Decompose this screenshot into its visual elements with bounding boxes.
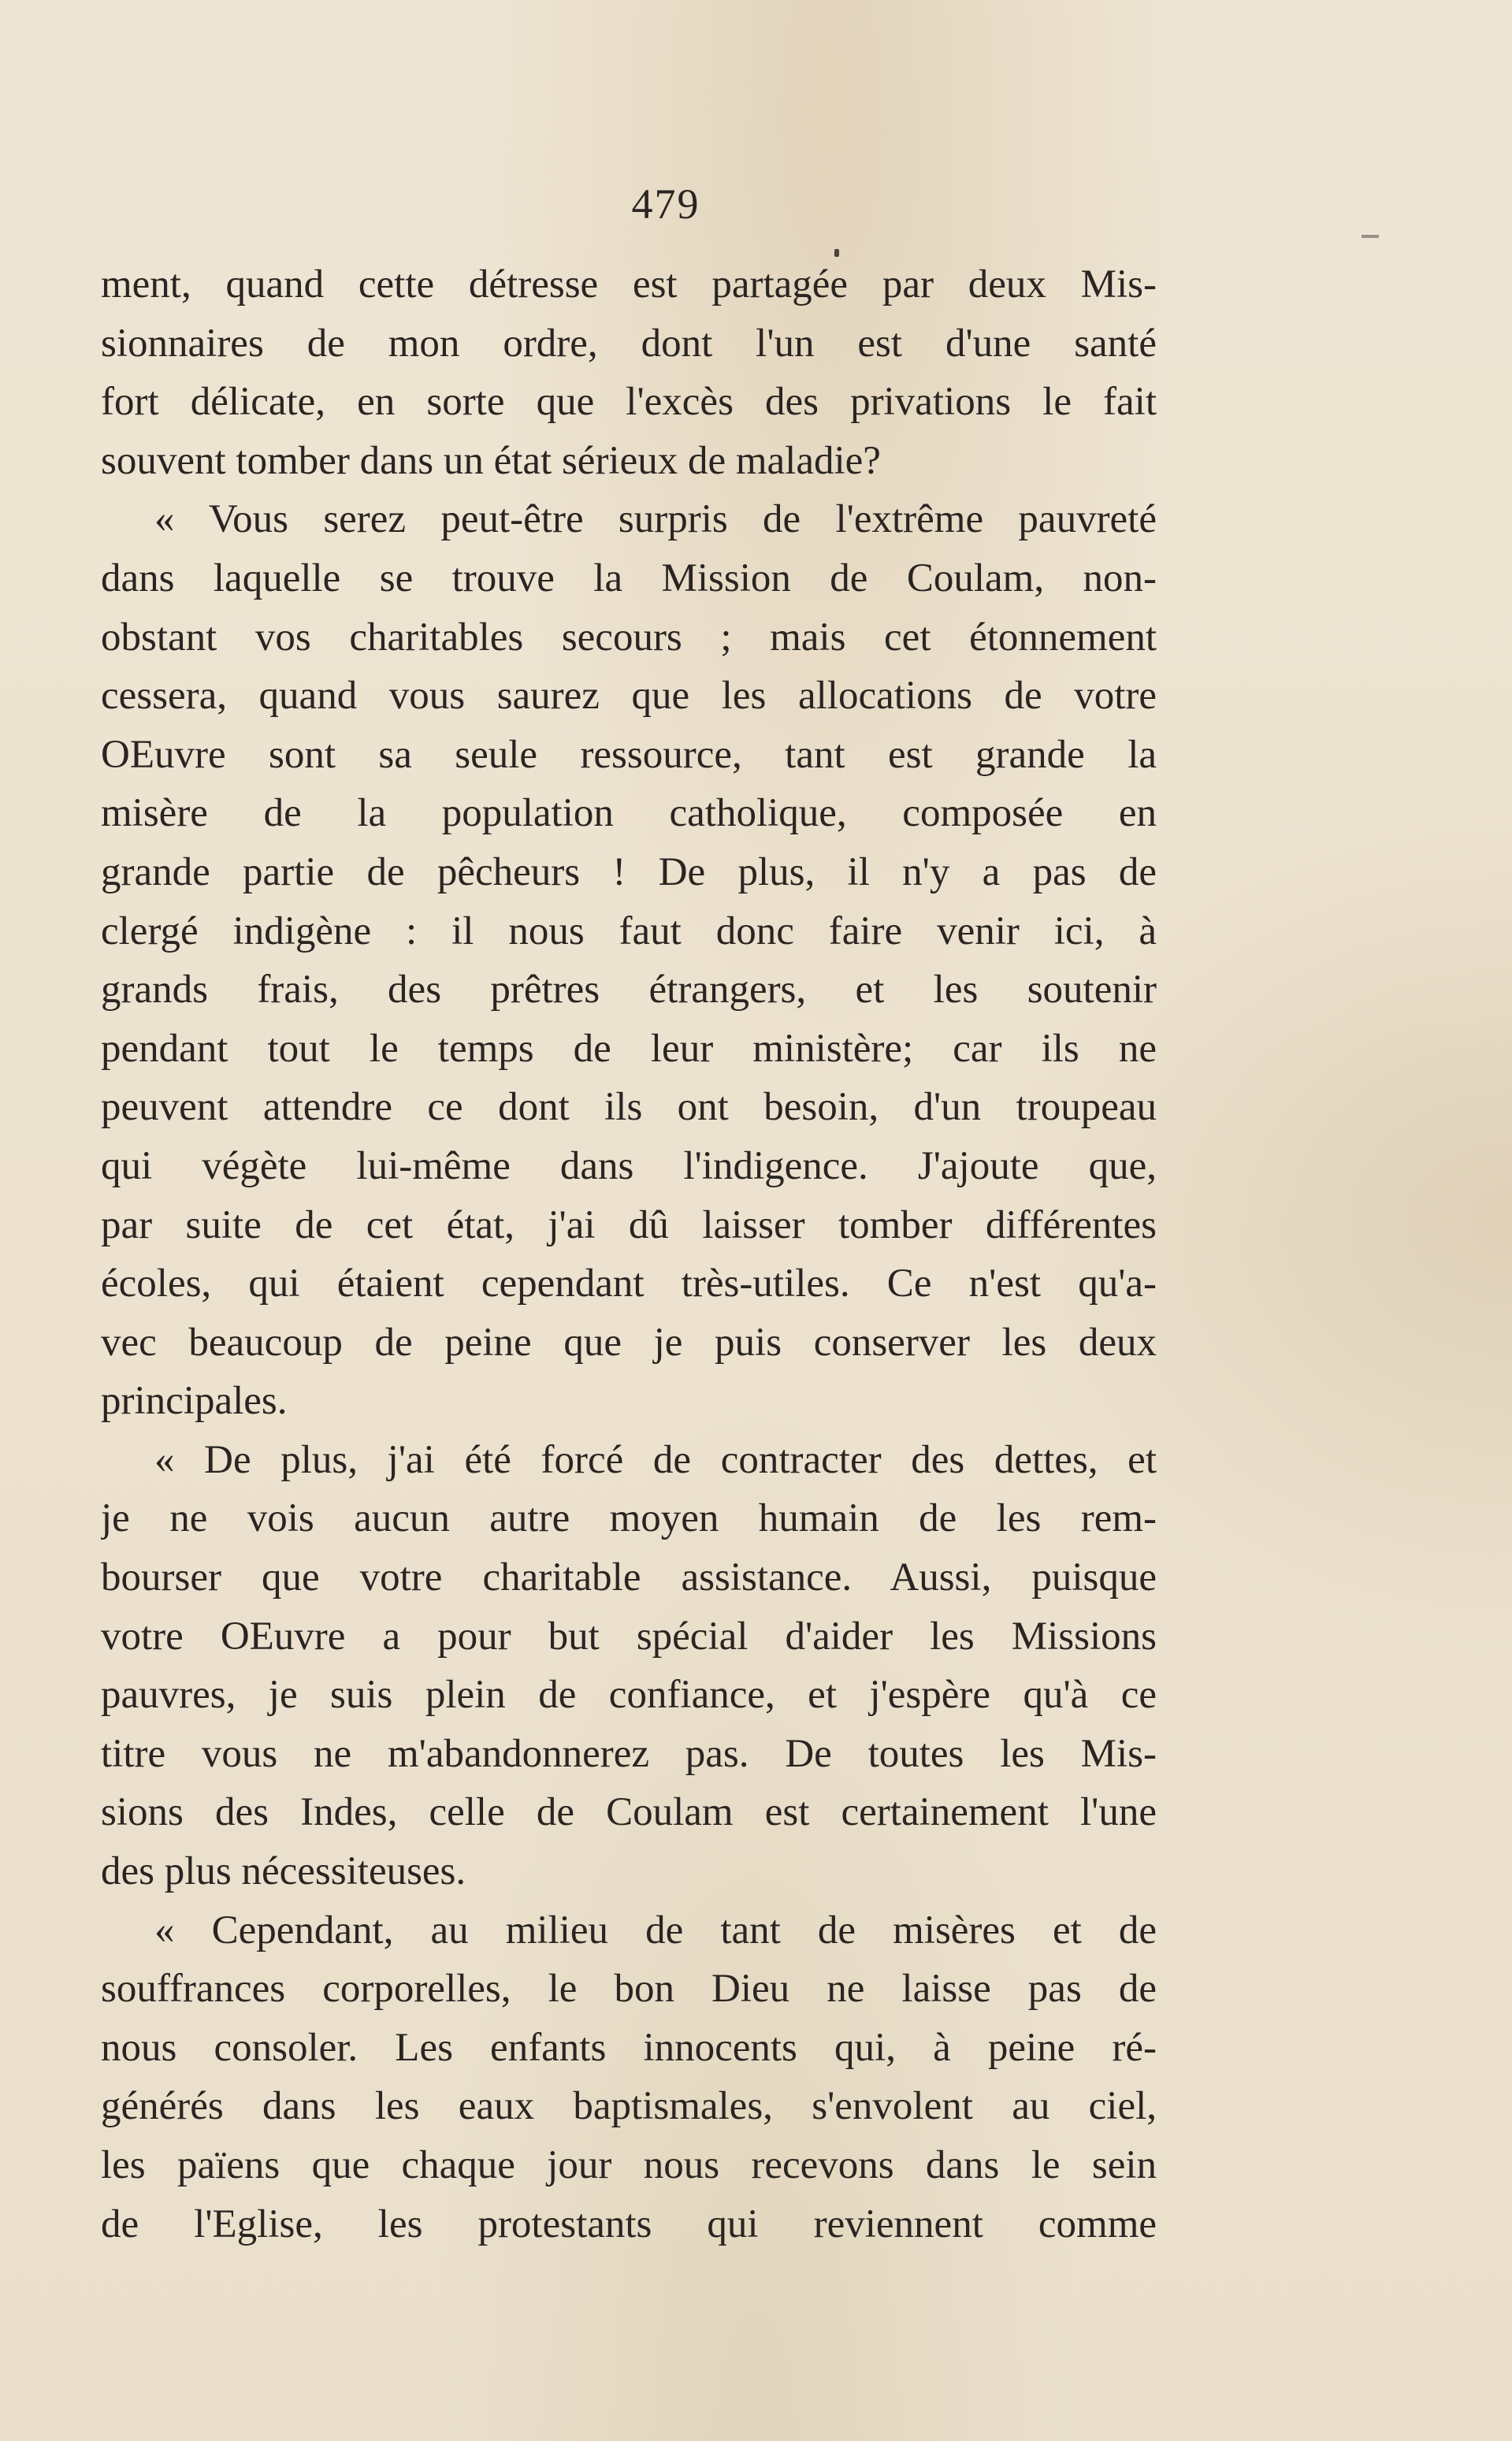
- text-line: générés dans les eaux baptismales, s'envolent au ciel,: [101, 2084, 1157, 2129]
- text-line: souvent tomber dans un état sérieux de maladie?: [101, 438, 881, 483]
- text-line: pauvres, je suis plein de confiance, et j'espère qu'à ce: [101, 1673, 1157, 1718]
- text-line: souffrances corporelles, le bon Dieu ne laisse pas de: [101, 1967, 1157, 2012]
- text-line: titre vous ne m'abandonnerez pas. De toutes les Mis-: [101, 1731, 1157, 1776]
- text-line: ment, quand cette détresse est partagée par deux Mis-: [101, 262, 1157, 307]
- text-line: nous consoler. Les enfants innocents qui, à peine ré-: [101, 2025, 1157, 2070]
- text-line: fort délicate, en sorte que l'excès des privations le fait: [101, 380, 1157, 425]
- text-line: misère de la population catholique, composée en: [101, 791, 1157, 836]
- text-line: peuvent attendre ce dont ils ont besoin, d'un troupeau: [101, 1085, 1157, 1130]
- text-line: pendant tout le temps de leur ministère; car ils ne: [101, 1026, 1157, 1071]
- text-line: écoles, qui étaient cependant très-utiles. Ce n'est qu'a-: [101, 1261, 1157, 1306]
- text-line: OEuvre sont sa seule ressource, tant est grande la: [101, 732, 1157, 777]
- body-text: [101, 255, 1157, 2253]
- text-line: cessera, quand vous saurez que les allocations de votre: [101, 674, 1157, 719]
- text-line: « Cependant, au milieu de tant de misères et de: [154, 1908, 1157, 1952]
- text-line: « De plus, j'ai été forcé de contracter des dettes, et: [154, 1437, 1157, 1482]
- text-line: obstant vos charitables secours ; mais cet étonnement: [101, 615, 1157, 659]
- text-line: vec beaucoup de peine que je puis conserver les deux: [101, 1320, 1157, 1365]
- margin-mark: [1362, 235, 1379, 238]
- text-line: je ne vois aucun autre moyen humain de les rem-: [101, 1496, 1157, 1541]
- text-line: « Vous serez peut-être surpris de l'extrême pauvreté: [154, 497, 1157, 542]
- text-line: sions des Indes, celle de Coulam est certainement l'une: [101, 1790, 1157, 1835]
- text-line: qui végète lui-même dans l'indigence. J'ajoute que,: [101, 1143, 1157, 1188]
- text-line: grands frais, des prêtres étrangers, et les soutenir: [101, 968, 1157, 1012]
- text-line: votre OEuvre a pour but spécial d'aider les Missions: [101, 1614, 1157, 1659]
- page-number: 479: [631, 180, 700, 228]
- text-line: clergé indigène : il nous faut donc faire venir ici, à: [101, 908, 1157, 953]
- text-line: des plus nécessiteuses.: [101, 1849, 466, 1894]
- text-line: sionnaires de mon ordre, dont l'un est d'une santé: [101, 321, 1157, 366]
- text-line: les païens que chaque jour nous recevons dans le sein: [101, 2143, 1157, 2187]
- text-line: dans laquelle se trouve la Mission de Coulam, non-: [101, 555, 1157, 600]
- text-line: par suite de cet état, j'ai dû laisser tomber différentes: [101, 1202, 1157, 1247]
- text-line: bourser que votre charitable assistance. Aussi, puisque: [101, 1555, 1157, 1600]
- text-line: de l'Eglise, les protestants qui reviennent comme: [101, 2201, 1157, 2246]
- text-line: grande partie de pêcheurs ! De plus, il n'y a pas de: [101, 849, 1157, 894]
- text-line: principales.: [101, 1379, 288, 1424]
